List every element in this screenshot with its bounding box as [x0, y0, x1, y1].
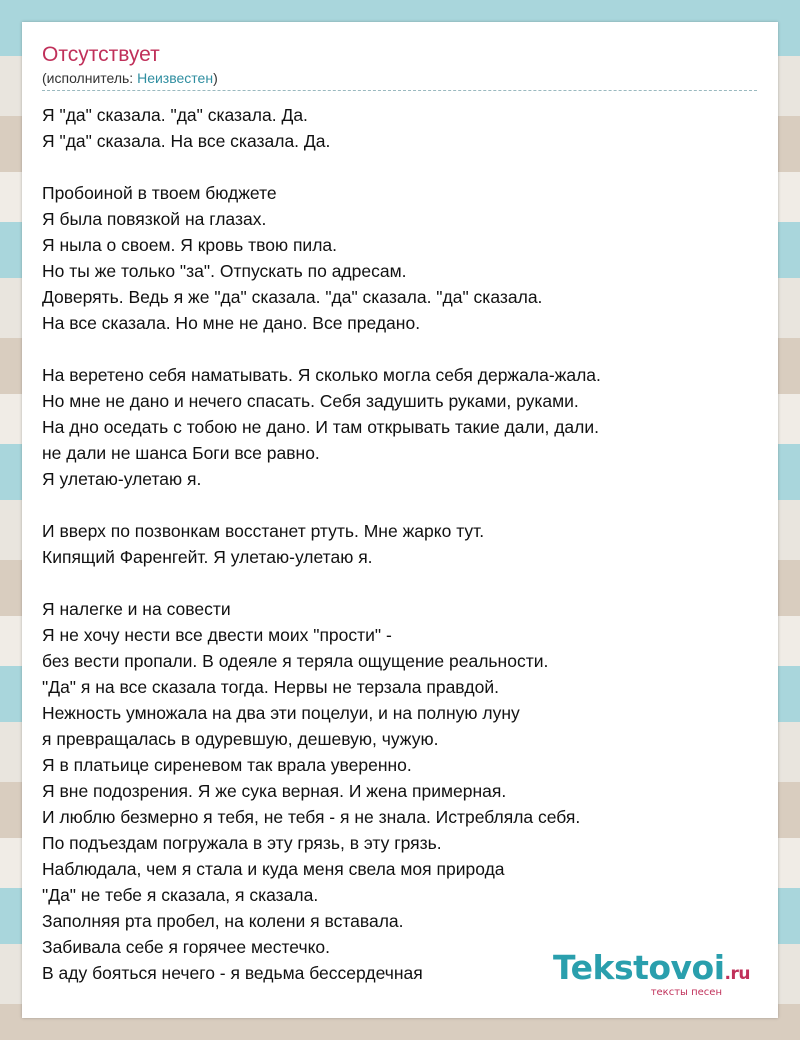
logo-name: Tekstovoi: [553, 948, 725, 987]
artist-line: [42, 68, 757, 88]
site-logo[interactable]: [553, 948, 750, 998]
logo-domain: .ru: [724, 964, 750, 984]
logo-tagline: тексты песен: [650, 987, 722, 998]
lyrics-card: [22, 22, 778, 1018]
artist-link[interactable]: Неизвестен: [137, 70, 214, 86]
artist-prefix: (исполнитель:: [42, 70, 138, 86]
song-title: Отсутствует: [42, 43, 160, 66]
artist-suffix: ): [213, 70, 218, 86]
lyrics-text: Я "да" сказала. "да" сказала. Да. Я "да" сказала. На все сказала. Да. Пробоиной в твоем бюджете Я была повязкой на глазах. Я ныла о своем. Я кровь твою пила. Но ты же только "за". Отпускать по адресам. Доверять. Ведь я же "да" сказала. "да" сказала. "да" сказала. На все сказала. Но мне не дано. Все предано. На веретено себя наматывать. Я сколько могла себя держала-жала. Но мне не дано и нечего спасать. Себя задушить руками, руками. На дно оседать с тобою не дано. И там открывать такие дали, дали. не дали не шанса Боги все равно. Я улетаю-улетаю я. И вверх по позвонкам восстанет ртуть. Мне жарко тут. Кипящий Фаренгейт. Я улетаю-улетаю я. Я налегке и на совести Я не хочу нести все двести моих "прости" - без вести пропали. В одеяле я теряла ощущение реальности. "Да" я на все сказала тогда. Нервы не терзала правдой. Нежность умножала на два эти поцелуи, и на полную луну я превращалась в одуревшую, дешевую, чужую. Я в платьице сиреневом так врала уверенно. Я вне подозрения. Я же сука верная. И жена примерная. И люблю безмерно я тебя, не тебя - я не знала. Истребляла себя. По подъездам погружала в эту грязь, в эту грязь. Наблюдала, чем я стала и куда меня свела моя природа "Да" не тебе я сказала, я сказала. Заполняя рта пробел, на колени я вставала. Забивала себе я горячее местечко. В аду бояться нечего - я ведьма бессердечная: [42, 105, 601, 983]
song-header: [42, 42, 757, 91]
